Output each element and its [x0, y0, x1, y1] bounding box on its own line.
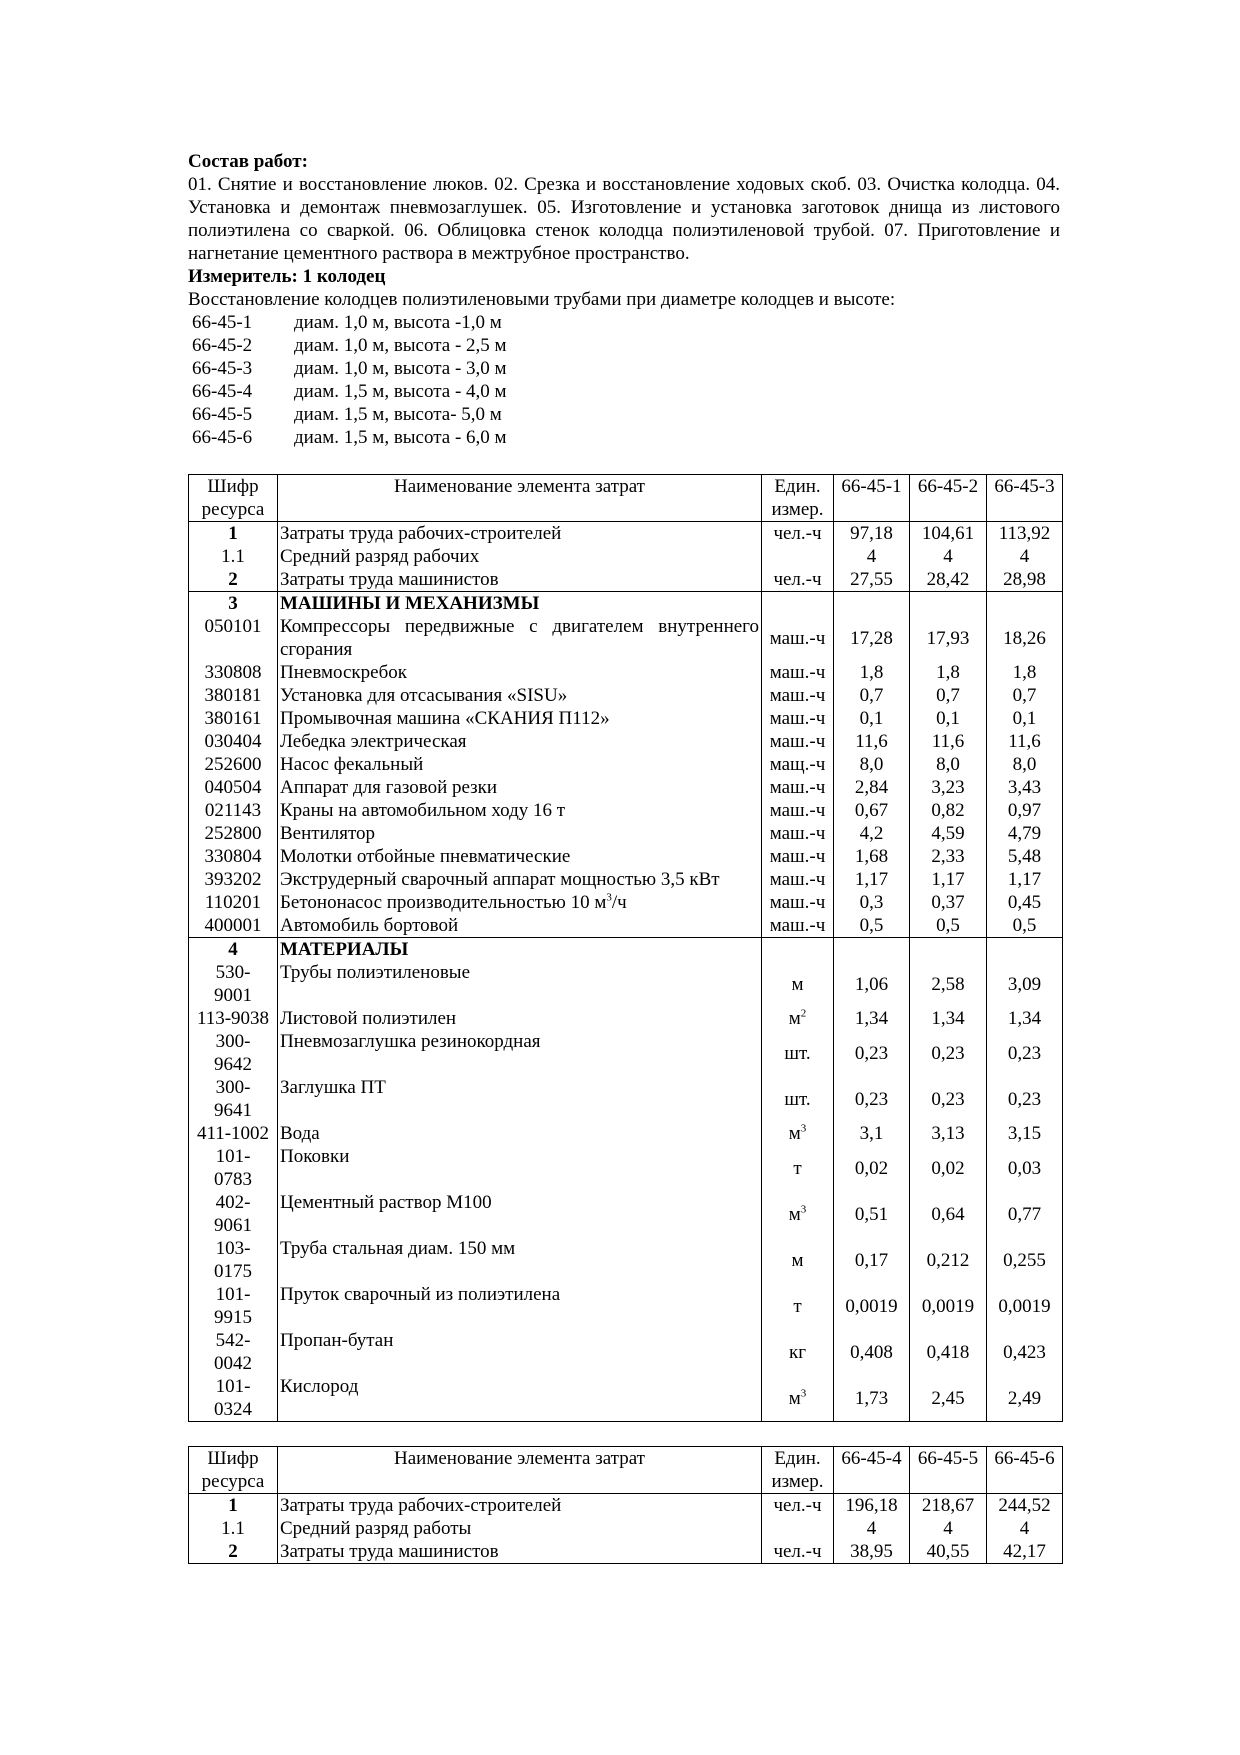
resource-value: 0,23: [834, 1076, 910, 1122]
header-norm-col: 66-45-5: [910, 1447, 987, 1494]
table-row: [189, 776, 1063, 799]
resource-name: Затраты труда машинистов: [278, 1540, 762, 1564]
resource-value: 0,82: [910, 799, 987, 822]
resource-unit: маш.-ч: [762, 684, 834, 707]
resource-name: Средний разряд работы: [278, 1517, 762, 1540]
norm-code-item: [188, 380, 1060, 403]
resource-value: 104,61: [910, 522, 987, 546]
table-row: [189, 1540, 1063, 1564]
resource-value: 0,02: [910, 1145, 987, 1191]
resource-code: 1.1: [189, 1517, 278, 1540]
resource-value: 0,0019: [987, 1283, 1063, 1329]
resource-code: 330804: [189, 845, 278, 868]
resource-name: Бетононасос производительностью 10 $м^3/ч$: [278, 891, 762, 914]
resource-unit: $м^3$: [762, 1375, 834, 1422]
resource-name: Труба стальная диам. 150 мм: [278, 1237, 762, 1283]
table-row: [189, 522, 1063, 546]
table-row: [189, 1030, 1063, 1076]
resource-unit: маш.-ч: [762, 822, 834, 845]
resource-value: 1,34: [987, 1007, 1063, 1030]
table-row: [189, 1517, 1063, 1540]
resource-code: 411-1002: [189, 1122, 278, 1145]
resource-value: 244,52: [987, 1494, 1063, 1518]
resource-code: 1.1: [189, 545, 278, 568]
resource-value: 0,212: [910, 1237, 987, 1283]
norm-code-item: [188, 426, 1060, 449]
table-row: [189, 1237, 1063, 1283]
resource-value: 5,48: [987, 845, 1063, 868]
resource-code: 380181: [189, 684, 278, 707]
resource-unit: маш.-ч: [762, 799, 834, 822]
resource-unit: мащ.-ч: [762, 753, 834, 776]
resource-value: 2,58: [910, 961, 987, 1007]
resource-name: Поковки: [278, 1145, 762, 1191]
table-row: [189, 845, 1063, 868]
resource-value: 11,6: [834, 730, 910, 753]
resource-value: 0,23: [834, 1030, 910, 1076]
resource-value: 0,3: [834, 891, 910, 914]
table-row: [189, 1122, 1063, 1145]
resource-value: 1,17: [910, 868, 987, 891]
resource-value: 0,1: [834, 707, 910, 730]
resource-code: 2: [189, 568, 278, 592]
resource-value: 2,49: [987, 1375, 1063, 1422]
section-title: МАШИНЫ И МЕХАНИЗМЫ: [278, 592, 762, 616]
resource-value: 0,51: [834, 1191, 910, 1237]
resource-value: 8,0: [910, 753, 987, 776]
resource-name: Молотки отбойные пневматические: [278, 845, 762, 868]
resource-value: 1,68: [834, 845, 910, 868]
norm-code-desc: диам. 1,5 м, высота - 4,0 м: [294, 381, 507, 402]
header-unit: Един. измер.: [762, 475, 834, 522]
resource-value: 1,8: [910, 661, 987, 684]
resource-value: 196,18: [834, 1494, 910, 1518]
resource-unit: маш.-ч: [762, 615, 834, 661]
resource-table-2: [188, 1446, 1063, 1564]
table-row: [189, 545, 1063, 568]
resource-value: 4,59: [910, 822, 987, 845]
resource-code: 300- 9642: [189, 1030, 278, 1076]
table-header-row: [189, 1447, 1063, 1494]
table-row: [189, 753, 1063, 776]
norm-code: 66-45-4: [192, 381, 253, 402]
resource-name: Аппарат для газовой резки: [278, 776, 762, 799]
resource-value: 17,93: [910, 615, 987, 661]
header-norm-col: 66-45-2: [910, 475, 987, 522]
resource-table-1: [188, 474, 1063, 1422]
resource-code: 050101: [189, 615, 278, 661]
norm-code-desc: диам. 1,5 м, высота - 6,0 м: [294, 427, 507, 448]
table-row: [189, 1283, 1063, 1329]
norm-code-desc: диам. 1,0 м, высота - 3,0 м: [294, 358, 507, 379]
resource-value: 3,09: [987, 961, 1063, 1007]
resource-unit: т: [762, 1145, 834, 1191]
table-row: [189, 961, 1063, 1007]
resource-value: 18,26: [987, 615, 1063, 661]
resource-value: 4,2: [834, 822, 910, 845]
resource-value: 1,73: [834, 1375, 910, 1422]
resource-name: Пропан-бутан: [278, 1329, 762, 1375]
resource-value: 2,33: [910, 845, 987, 868]
resource-name: Насос фекальный: [278, 753, 762, 776]
norm-code-desc: диам. 1,0 м, высота -1,0 м: [294, 312, 502, 333]
resource-unit: $м^2$: [762, 1007, 834, 1030]
norm-code: 66-45-6: [192, 427, 253, 448]
table-row: [189, 1329, 1063, 1375]
norm-code-list: [188, 311, 1060, 449]
resource-name: Экструдерный сварочный аппарат мощностью 3,5 кВт: [278, 868, 762, 891]
resource-value: 0,5: [987, 914, 1063, 938]
resource-unit: $м^3$: [762, 1122, 834, 1145]
table-row: [189, 1076, 1063, 1122]
resource-unit: $м^3$: [762, 1191, 834, 1237]
resource-value: 4: [987, 545, 1063, 568]
resource-unit: чел.-ч: [762, 1494, 834, 1518]
resource-code: 1: [189, 522, 278, 546]
resource-value: 0,255: [987, 1237, 1063, 1283]
resource-code: 1: [189, 1494, 278, 1518]
resource-value: 0,02: [834, 1145, 910, 1191]
resource-value: 218,67: [910, 1494, 987, 1518]
resource-value: 1,06: [834, 961, 910, 1007]
resource-value: 3,1: [834, 1122, 910, 1145]
resource-value: 0,423: [987, 1329, 1063, 1375]
resource-value: 0,0019: [910, 1283, 987, 1329]
header-name: Наименование элемента затрат: [278, 1447, 762, 1494]
resource-code: 030404: [189, 730, 278, 753]
resource-code: 542- 0042: [189, 1329, 278, 1375]
norm-code-item: [188, 311, 1060, 334]
resource-value: 3,23: [910, 776, 987, 799]
resource-value: 17,28: [834, 615, 910, 661]
resource-unit: маш.-ч: [762, 661, 834, 684]
resource-value: 0,418: [910, 1329, 987, 1375]
meter-title: Измеритель: 1 колодец: [188, 266, 386, 287]
resource-value: 0,77: [987, 1191, 1063, 1237]
resource-value: 8,0: [987, 753, 1063, 776]
section-code: 3: [189, 592, 278, 616]
resource-value: 2,45: [910, 1375, 987, 1422]
resource-name: Вода: [278, 1122, 762, 1145]
norm-code: 66-45-2: [192, 335, 253, 356]
section-code: 4: [189, 938, 278, 962]
header-code: Шифр ресурса: [189, 475, 278, 522]
resource-name: Цементный раствор М100: [278, 1191, 762, 1237]
resource-value: 27,55: [834, 568, 910, 592]
materials-body: [189, 961, 1063, 1422]
header-norm-col: 66-45-4: [834, 1447, 910, 1494]
resource-unit: маш.-ч: [762, 914, 834, 938]
resource-unit: м: [762, 1237, 834, 1283]
resource-name: Пруток сварочный из полиэтилена: [278, 1283, 762, 1329]
header-norm-col: 66-45-6: [987, 1447, 1063, 1494]
resource-value: 38,95: [834, 1540, 910, 1564]
resource-value: 113,92: [987, 522, 1063, 546]
resource-value: 0,23: [987, 1030, 1063, 1076]
resource-value: 0,5: [910, 914, 987, 938]
resource-unit: чел.-ч: [762, 568, 834, 592]
work-composition-text: 01. Снятие и восстановление люков. 02. Срезка и восстановление ходовых скоб. 03. Очистка колодца. 04. Установка и демонтаж пневмозаглушек. 05. Изготовление и установка заготовок днища из листового полиэтилена со сваркой. 06. Облицовка стенок колодца полиэтиленовой трубой. 07. Приготовление и нагнетание цементного раствора в межтрубное пространство.: [188, 174, 1060, 264]
resource-code: 113-9038: [189, 1007, 278, 1030]
table-row: [189, 822, 1063, 845]
resource-value: 1,34: [910, 1007, 987, 1030]
table-row: [189, 1494, 1063, 1518]
resource-unit: шт.: [762, 1030, 834, 1076]
resource-value: 0,23: [910, 1076, 987, 1122]
description-text: Восстановление колодцев полиэтиленовыми трубами при диаметре колодцев и высоте:: [188, 289, 896, 310]
table-row: [189, 615, 1063, 661]
resource-code: 400001: [189, 914, 278, 938]
resource-value: 0,7: [987, 684, 1063, 707]
resource-value: 3,15: [987, 1122, 1063, 1145]
resource-code: 021143: [189, 799, 278, 822]
resource-code: 110201: [189, 891, 278, 914]
resource-value: 1,17: [834, 868, 910, 891]
resource-code: 393202: [189, 868, 278, 891]
resource-code: 380161: [189, 707, 278, 730]
norm-code-item: [188, 403, 1060, 426]
resource-unit: маш.-ч: [762, 730, 834, 753]
section-row-machines: [189, 592, 1063, 616]
resource-code: 101- 0783: [189, 1145, 278, 1191]
resource-name: Трубы полиэтиленовые: [278, 961, 762, 1007]
resource-value: 0,5: [834, 914, 910, 938]
resource-code: 252600: [189, 753, 278, 776]
norm-code-item: [188, 334, 1060, 357]
header-norm-col: 66-45-3: [987, 475, 1063, 522]
resource-value: 2,84: [834, 776, 910, 799]
resource-unit: т: [762, 1283, 834, 1329]
resource-name: Автомобиль бортовой: [278, 914, 762, 938]
resource-value: 1,17: [987, 868, 1063, 891]
resource-value: 0,1: [910, 707, 987, 730]
resource-value: 4: [834, 545, 910, 568]
table-row: [189, 568, 1063, 592]
resource-code: 300- 9641: [189, 1076, 278, 1122]
document-page: [188, 150, 1060, 1564]
resource-value: 0,7: [834, 684, 910, 707]
resource-code: 330808: [189, 661, 278, 684]
resource-unit: м: [762, 961, 834, 1007]
resource-unit: маш.-ч: [762, 707, 834, 730]
resource-value: 0,03: [987, 1145, 1063, 1191]
table-row: [189, 1007, 1063, 1030]
resource-code: 103- 0175: [189, 1237, 278, 1283]
table-row: [189, 914, 1063, 938]
resource-value: 0,97: [987, 799, 1063, 822]
table-row: [189, 1145, 1063, 1191]
resource-name: Пневмоскребок: [278, 661, 762, 684]
resource-unit: кг: [762, 1329, 834, 1375]
norm-code-item: [188, 357, 1060, 380]
resource-value: 0,0019: [834, 1283, 910, 1329]
resource-name: Компрессоры передвижные с двигателем внутреннего сгорания: [278, 615, 762, 661]
resource-value: 0,1: [987, 707, 1063, 730]
norm-code: 66-45-3: [192, 358, 253, 379]
work-composition-title: Состав работ:: [188, 151, 308, 172]
resource-value: 3,13: [910, 1122, 987, 1145]
resource-value: 1,8: [987, 661, 1063, 684]
resource-value: 0,17: [834, 1237, 910, 1283]
norm-code-desc: диам. 1,0 м, высота - 2,5 м: [294, 335, 507, 356]
table-row: [189, 684, 1063, 707]
table-row: [189, 1375, 1063, 1422]
resource-value: 0,45: [987, 891, 1063, 914]
resource-name: Затраты труда рабочих-строителей: [278, 522, 762, 546]
resource-value: 40,55: [910, 1540, 987, 1564]
resource-name: Заглушка ПТ: [278, 1076, 762, 1122]
resource-code: 101- 0324: [189, 1375, 278, 1422]
resource-value: 3,43: [987, 776, 1063, 799]
resource-value: 4: [910, 1517, 987, 1540]
resource-value: 4: [910, 545, 987, 568]
resource-value: 0,23: [987, 1076, 1063, 1122]
resource-unit: маш.-ч: [762, 776, 834, 799]
resource-name: Средний разряд рабочих: [278, 545, 762, 568]
header-unit: Един. измер.: [762, 1447, 834, 1494]
table-row: [189, 799, 1063, 822]
section-title: МАТЕРИАЛЫ: [278, 938, 762, 962]
resource-value: 97,18: [834, 522, 910, 546]
resource-name: Вентилятор: [278, 822, 762, 845]
resource-unit: маш.-ч: [762, 891, 834, 914]
resource-value: 0,408: [834, 1329, 910, 1375]
header-norm-col: 66-45-1: [834, 475, 910, 522]
resource-value: 8,0: [834, 753, 910, 776]
resource-value: 42,17: [987, 1540, 1063, 1564]
resource-unit: шт.: [762, 1076, 834, 1122]
table-row: [189, 891, 1063, 914]
resource-value: 4,79: [987, 822, 1063, 845]
table-row: [189, 730, 1063, 753]
resource-value: 0,7: [910, 684, 987, 707]
resource-unit: [762, 1517, 834, 1540]
resource-code: 2: [189, 1540, 278, 1564]
resource-name: Установка для отсасывания «SISU»: [278, 684, 762, 707]
table-row: [189, 868, 1063, 891]
resource-unit: [762, 545, 834, 568]
table-row: [189, 661, 1063, 684]
resource-name: Затраты труда рабочих-строителей: [278, 1494, 762, 1518]
resource-name: Краны на автомобильном ходу 16 т: [278, 799, 762, 822]
resource-name: Затраты труда машинистов: [278, 568, 762, 592]
resource-unit: чел.-ч: [762, 522, 834, 546]
resource-value: 1,34: [834, 1007, 910, 1030]
resource-value: 4: [987, 1517, 1063, 1540]
norm-code: 66-45-5: [192, 404, 253, 425]
resource-value: 0,64: [910, 1191, 987, 1237]
resource-value: 0,23: [910, 1030, 987, 1076]
resource-code: 252800: [189, 822, 278, 845]
resource-value: 0,37: [910, 891, 987, 914]
resource-value: 0,67: [834, 799, 910, 822]
table-row: [189, 707, 1063, 730]
resource-unit: чел.-ч: [762, 1540, 834, 1564]
resource-unit: маш.-ч: [762, 845, 834, 868]
resource-name: Пневмозаглушка резинокордная: [278, 1030, 762, 1076]
resource-value: 1,8: [834, 661, 910, 684]
resource-code: 402- 9061: [189, 1191, 278, 1237]
resource-value: 4: [834, 1517, 910, 1540]
resource-name: Лебедка электрическая: [278, 730, 762, 753]
section-row-materials: [189, 938, 1063, 962]
header-code: Шифр ресурса: [189, 1447, 278, 1494]
table-header-row: [189, 475, 1063, 522]
resource-name: Листовой полиэтилен: [278, 1007, 762, 1030]
resource-unit: маш.-ч: [762, 868, 834, 891]
resource-code: 530- 9001: [189, 961, 278, 1007]
resource-value: 11,6: [987, 730, 1063, 753]
header-name: Наименование элемента затрат: [278, 475, 762, 522]
resource-name: Промывочная машина «СКАНИЯ П112»: [278, 707, 762, 730]
resource-code: 101- 9915: [189, 1283, 278, 1329]
resource-code: 040504: [189, 776, 278, 799]
resource-value: 11,6: [910, 730, 987, 753]
resource-value: 28,98: [987, 568, 1063, 592]
table-row: [189, 1191, 1063, 1237]
resource-value: 28,42: [910, 568, 987, 592]
norm-code: 66-45-1: [192, 312, 253, 333]
resource-name: Кислород: [278, 1375, 762, 1422]
norm-code-desc: диам. 1,5 м, высота- 5,0 м: [294, 404, 502, 425]
